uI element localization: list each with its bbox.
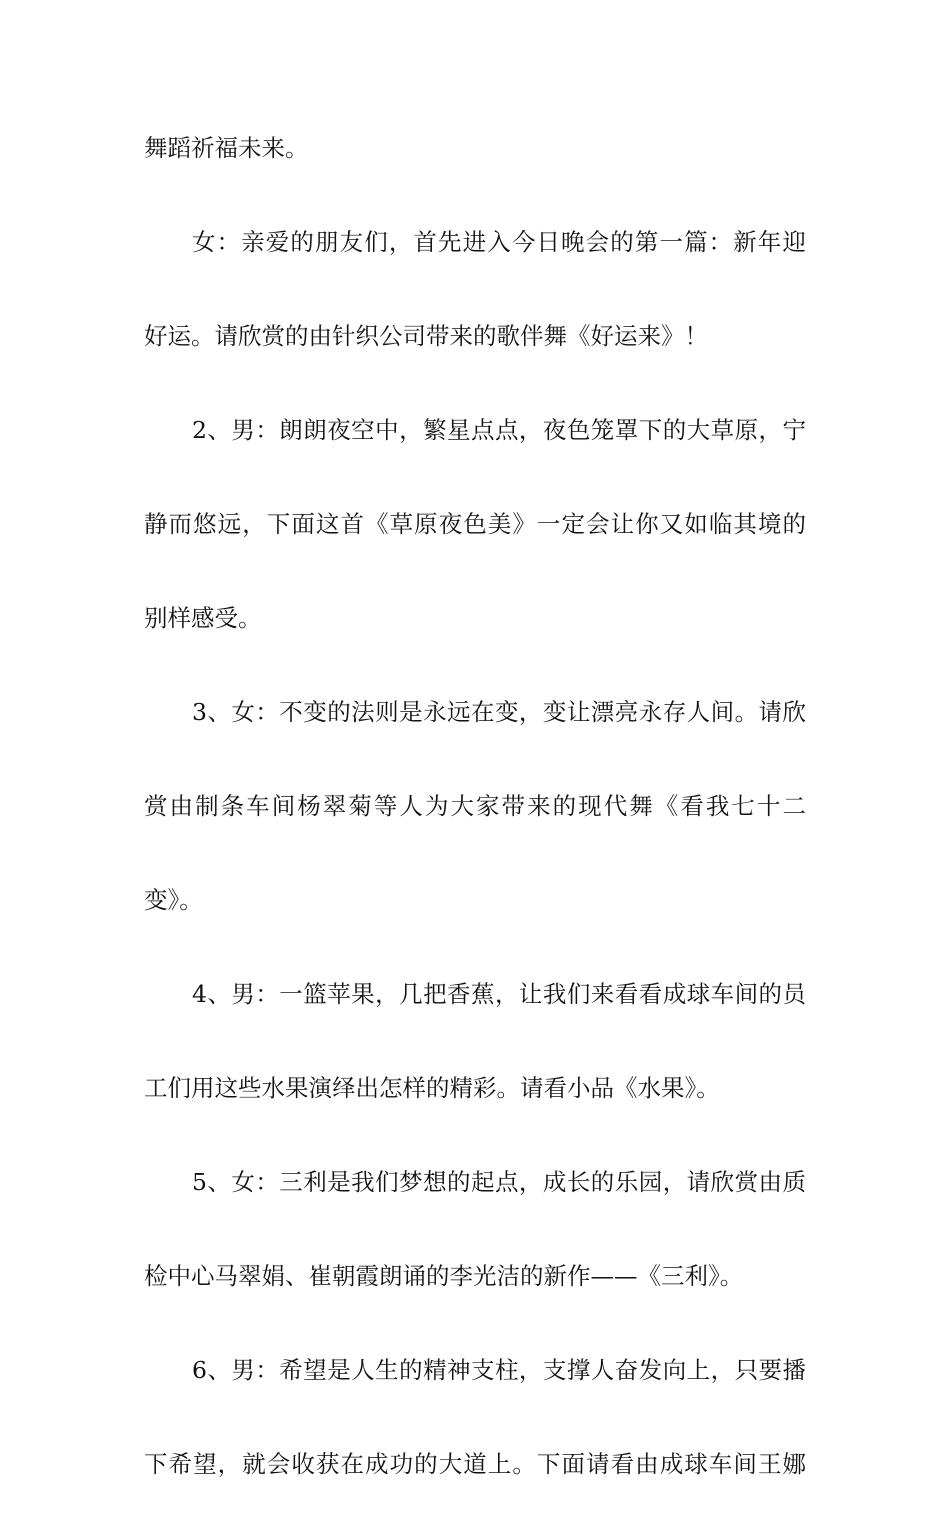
text-line-12: 5、女：三利是我们梦想的起点，成长的乐园，请欣赏由质: [192, 1168, 806, 1196]
text-line-13: 检中心马翠娟、崔朝霞朗诵的李光洁的新作——《三利》。: [144, 1262, 744, 1290]
text-line-7: 3、女：不变的法则是永远在变，变让漂亮永存人间。请欣: [192, 698, 806, 726]
text-line-4: 2、男：朗朗夜空中，繁星点点，夜色笼罩下的大草原，宁: [192, 416, 806, 444]
text-line-11: 工们用这些水果演绎出怎样的精彩。请看小品《水果》。: [144, 1074, 720, 1102]
document-body: [144, 130, 806, 1540]
text-line-1: 舞蹈祈福未来。: [144, 134, 309, 162]
text-line-6: 别样感受。: [144, 604, 262, 632]
text-line-5: 静而悠远，下面这首《草原夜色美》一定会让你又如临其境的: [144, 510, 806, 538]
text-line-10: 4、男：一篮苹果，几把香蕉，让我们来看看成球车间的员: [192, 980, 806, 1008]
text-line-8: 赏由制条车间杨翠菊等人为大家带来的现代舞《看我七十二: [144, 792, 806, 820]
text-line-3: 好运。请欣赏的由针织公司带来的歌伴舞《好运来》！: [144, 322, 708, 350]
text-line-2: 女：亲爱的朋友们，首先进入今日晚会的第一篇：新年迎: [192, 228, 806, 256]
text-line-14: 6、男：希望是人生的精神支柱，支撑人奋发向上，只要播: [192, 1356, 806, 1384]
text-line-9: 变》。: [144, 886, 203, 914]
text-line-15: 下希望，就会收获在成功的大道上。下面请看由成球车间王娜: [144, 1450, 806, 1478]
